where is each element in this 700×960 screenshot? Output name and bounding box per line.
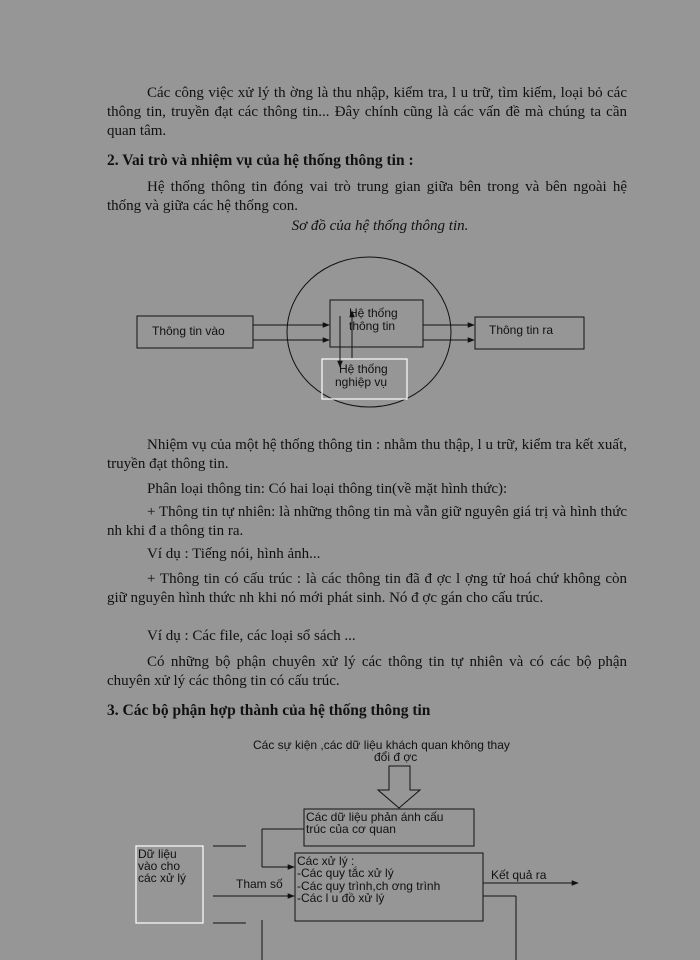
body-paragraph-6: Ví dụ : Các file, các loại sổ sách ... bbox=[147, 628, 356, 644]
body-paragraph-3: + Thông tin tự nhiên: là những thông tin mà vẫn giữ nguyên giá trị và hình thức nh khi đ a thông tin ra. bbox=[107, 504, 627, 539]
body-paragraph-1: Nhiệm vụ của một hệ thống thông tin : nhằm thu thập, l u trữ, kiểm tra kết xuất, truyền đạt thông tin. bbox=[107, 437, 627, 472]
parameters-label: Tham số bbox=[236, 877, 283, 891]
processing-item-2: -Các quy trình,ch ơng trình bbox=[297, 879, 441, 893]
diagram-caption: Sơ đồ của hệ thống thông tin. bbox=[291, 218, 469, 234]
processing-box bbox=[295, 853, 483, 921]
hollow-down-arrow bbox=[378, 766, 420, 808]
environment-circle bbox=[287, 257, 451, 407]
input-data-line3: các xử lý bbox=[138, 871, 187, 885]
structure-box bbox=[304, 809, 474, 846]
business-box bbox=[322, 359, 407, 399]
result-label: Kết quả ra bbox=[491, 868, 547, 882]
business-label-line1: Hệ thống bbox=[339, 362, 388, 376]
input-box bbox=[137, 316, 253, 348]
system-label-line1: Hệ thống bbox=[349, 306, 398, 320]
structure-label-line2: trúc của cơ quan bbox=[306, 822, 396, 836]
top-label-line1: Các sự kiện ,các dữ liệu khách quan không thay bbox=[253, 738, 510, 752]
section-3-heading: 3. Các bộ phận hợp thành của hệ thống thông tin bbox=[107, 702, 431, 719]
system-label-line2: thông tin bbox=[349, 319, 396, 333]
input-label: Thông tin vào bbox=[152, 324, 225, 338]
processing-title: Các xử lý : bbox=[297, 854, 355, 868]
input-data-line1: Dữ liệu bbox=[138, 847, 177, 861]
body-paragraph-7: Có những bộ phận chuyên xử lý các thông tin tự nhiên và có các bộ phận chuyên xử lý các thông tin có cấu trúc. bbox=[107, 654, 627, 689]
input-data-box bbox=[136, 846, 203, 923]
system-box bbox=[330, 300, 423, 347]
processing-item-3: -Các l u đồ xử lý bbox=[297, 891, 385, 905]
output-box bbox=[475, 317, 584, 349]
body-paragraph-4: Ví dụ : Tiếng nói, hình ảnh... bbox=[147, 546, 321, 562]
intro-paragraph: Các công việc xử lý th ờng là thu nhập, kiểm tra, l u trữ, tìm kiếm, loại bỏ các thông tin, truyền đạt các thông tin... Đây chính cũng là các vấn đề mà chúng ta cần quan tâm. bbox=[107, 85, 627, 139]
body-paragraph-2: Phân loại thông tin: Có hai loại thông tin(về mặt hình thức): bbox=[147, 481, 508, 497]
section-2-paragraph: Hệ thống thông tin đóng vai trò trung gian giữa bên trong và bên ngoài hệ thống và giữa các hệ thống con. bbox=[107, 179, 627, 214]
input-data-line2: vào cho bbox=[138, 859, 181, 873]
business-label-line2: nghiệp vụ bbox=[335, 375, 388, 389]
top-label-line2: đổi đ ợc bbox=[374, 750, 418, 764]
section-2-heading: 2. Vai trò và nhiệm vụ của hệ thống thông tin : bbox=[107, 152, 414, 169]
structure-label-line1: Các dữ liệu phản ánh cấu bbox=[306, 810, 444, 824]
body-paragraph-5: + Thông tin có cấu trúc : là các thông tin đã đ ợc l ợng tử hoá chứ không còn giữ nguyên hình thức nh khi nó mới phát sinh. Nó đ ợc gán cho cấu trúc. bbox=[107, 571, 627, 606]
output-label: Thông tin ra bbox=[489, 323, 554, 337]
processing-item-1: -Các quy tắc xử lý bbox=[297, 866, 394, 880]
